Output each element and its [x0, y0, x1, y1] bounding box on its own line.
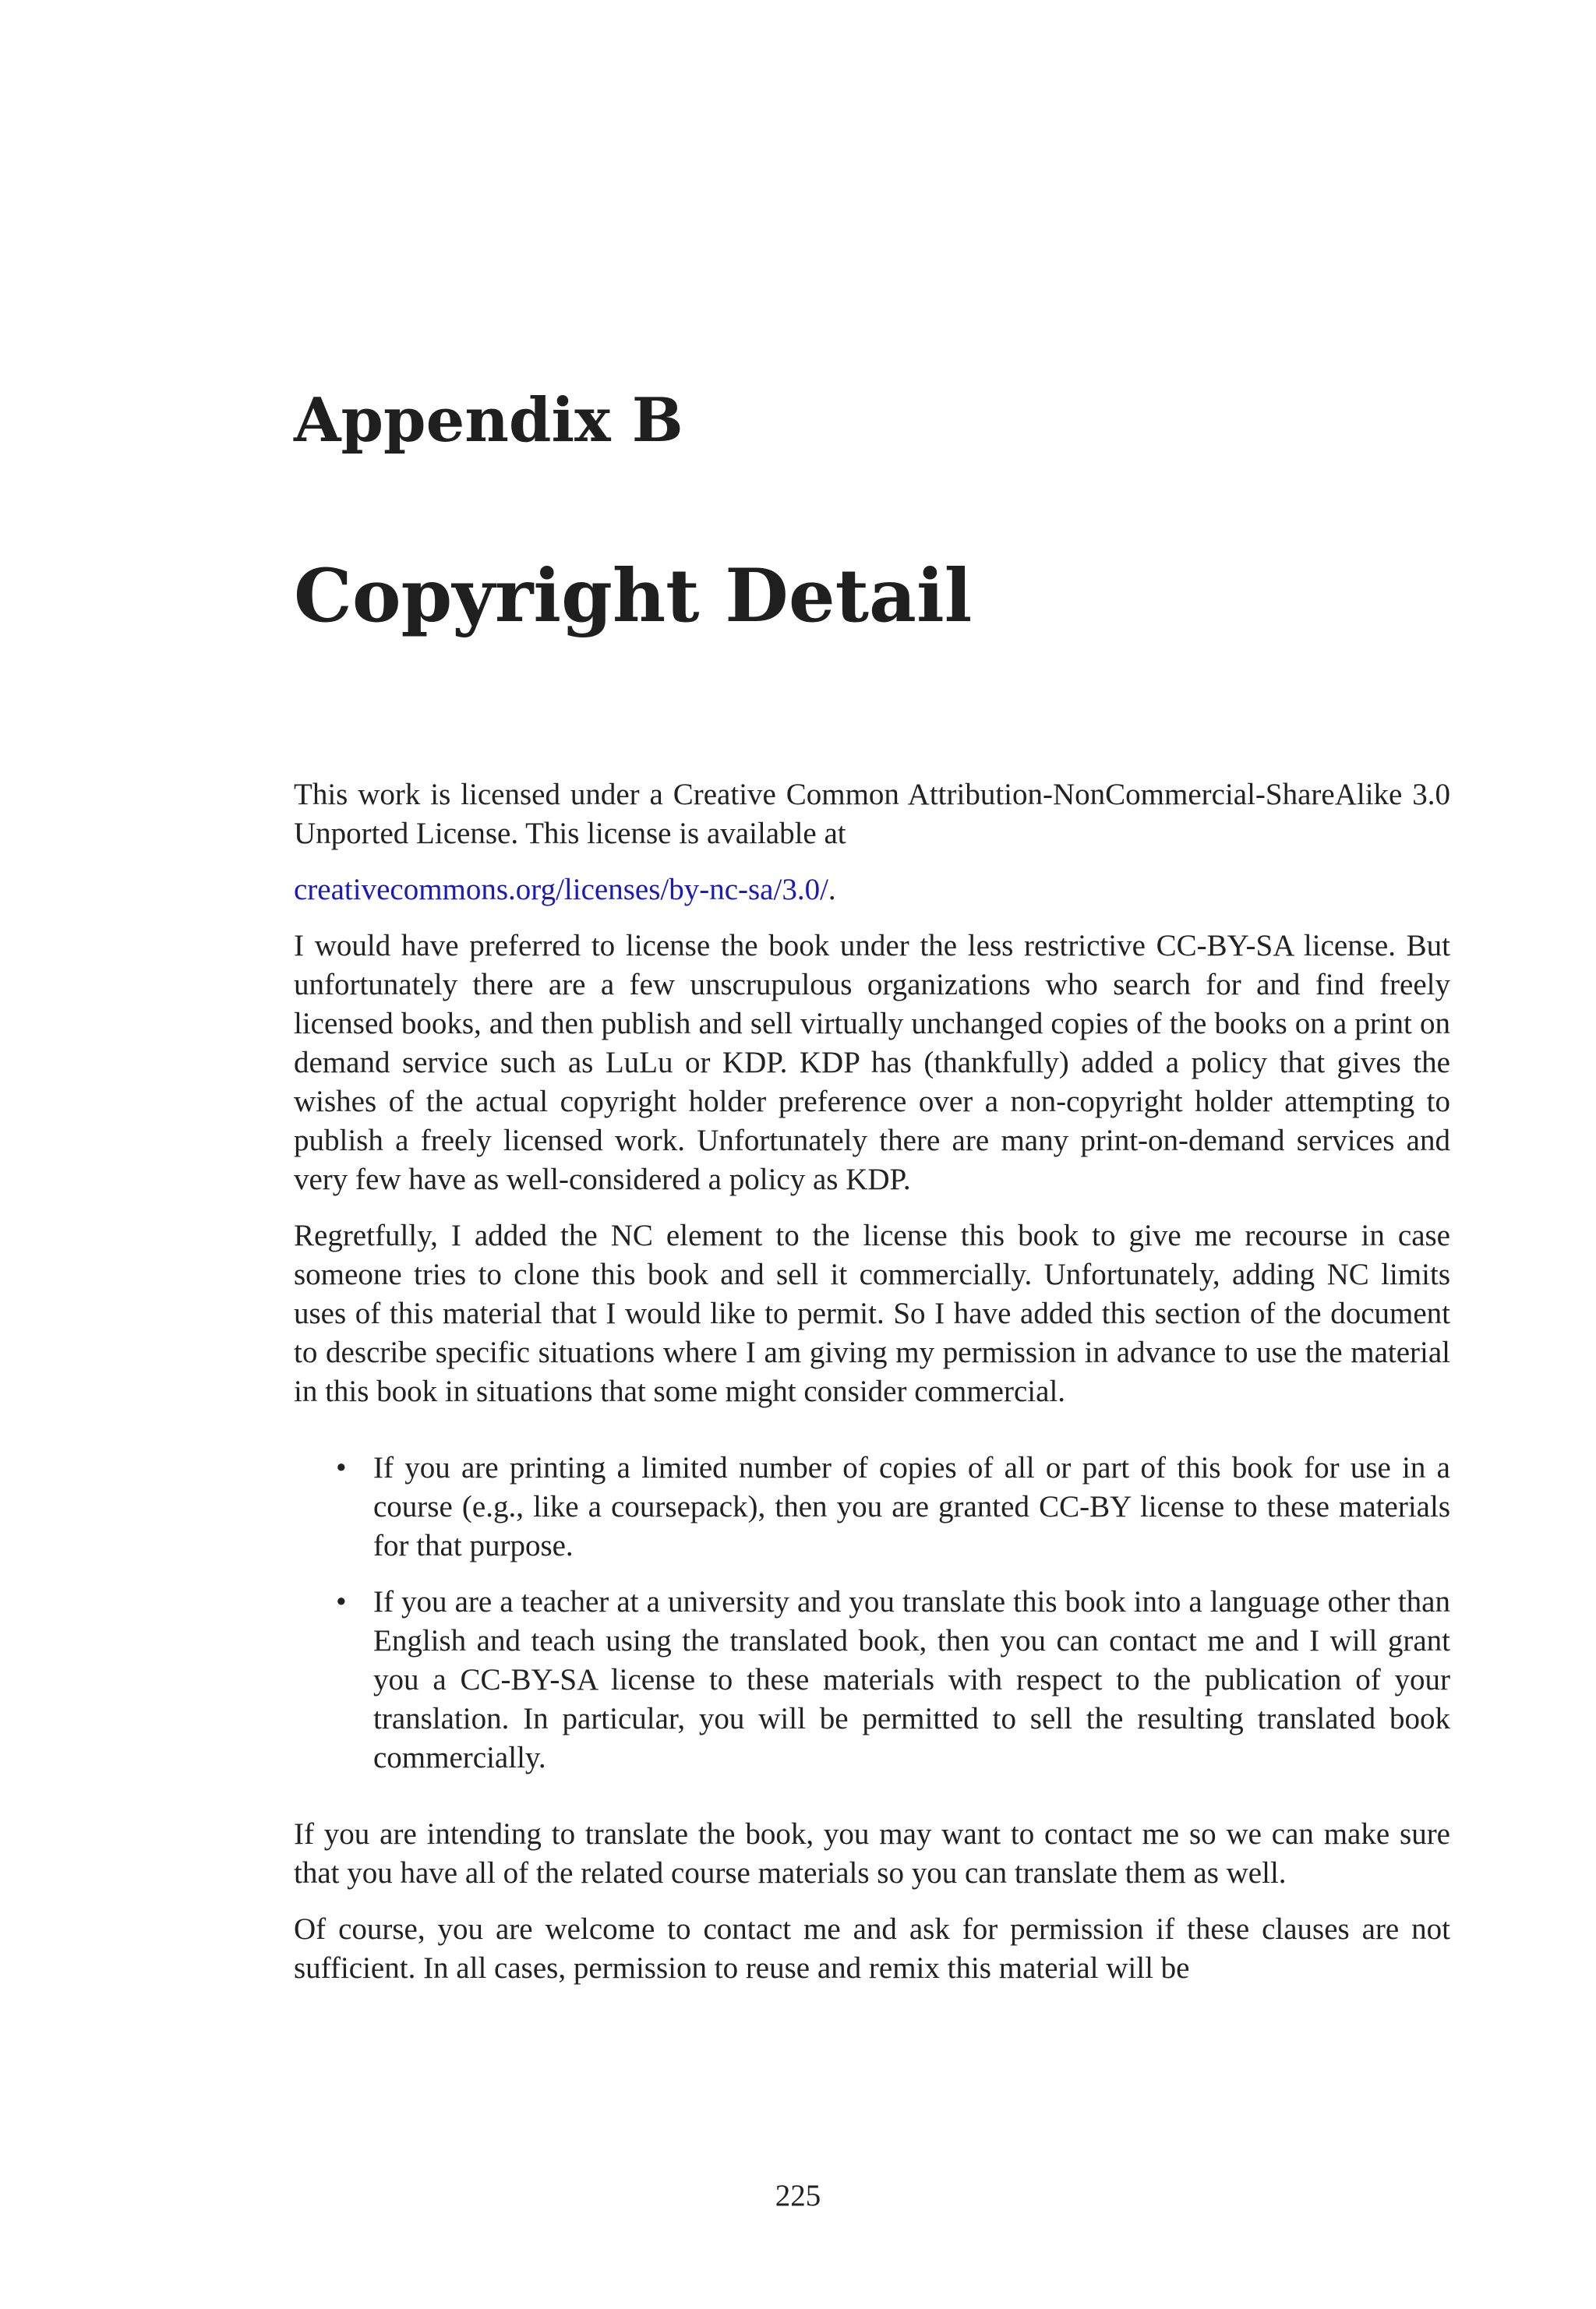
bullet-icon: • — [336, 1451, 347, 1485]
contact-paragraph: Of course, you are welcome to contact me and ask for permission if these clauses are not sufficient. In all cases, permission to reuse and remix this material will be — [294, 1912, 1450, 1985]
license-link[interactable]: creativecommons.org/licenses/by-nc-sa/3.0/ — [294, 873, 828, 906]
list-item — [294, 1583, 1450, 1778]
list-item — [294, 1449, 1450, 1566]
bullet-icon: • — [336, 1585, 347, 1619]
permission-list — [294, 1449, 1450, 1778]
translate-paragraph: If you are intending to translate the book, you may want to contact me so we can make sure that you have all of the related course materials so you can translate them as well. — [294, 1817, 1450, 1890]
nc-paragraph: Regretfully, I added the NC element to the license this book to give me recourse in case someone tries to clone this book and sell it commercially. Unfortunately, adding NC limits uses of this material that I would like to permit. So I have added this section of the document to describe specific situations where I am giving my permission in advance to use the material in this book in situations that some might consider commercial. — [294, 1219, 1450, 1408]
preference-paragraph: I would have preferred to license the book under the less restrictive CC-BY-SA license. But unfortunately there are a few unscrupulous organizations who search for and find freely licensed books, and then publish and sell virtually unchanged copies of the books on a print on demand service such as LuLu or KDP. KDP has (thankfully) added a policy that gives the wishes of the actual copyright holder preference over a non-copyright holder attempting to publish a freely licensed work. Unfortunately there are many print-on-demand services and very few have as well-considered a policy as KDP. — [294, 929, 1450, 1196]
list-item-text: If you are printing a limited number of copies of all or part of this book for use in a course (e.g., like a coursepack), then you are granted CC-BY license to these materials for that purpose. — [373, 1451, 1450, 1562]
chapter-title: Copyright Detail — [294, 553, 973, 639]
link-suffix: . — [828, 873, 836, 906]
page-number: 225 — [775, 2179, 821, 2212]
license-link-paragraph — [294, 870, 1450, 909]
list-item-text: If you are a teacher at a university and you translate this book into a language other than English and teach using the translated book, then you can contact me and I will grant you a CC-BY-SA license to these materials with respect to the publication of your translation. In particular, you will be permitted to sell the resulting translated book commercially. — [373, 1585, 1450, 1774]
license-paragraph: This work is licensed under a Creative Common Attribution-NonCommercial-ShareAlike 3.0 Unported License. This license is available at — [294, 778, 1450, 850]
body-text — [294, 775, 1450, 2005]
appendix-label: Appendix B — [294, 385, 683, 456]
